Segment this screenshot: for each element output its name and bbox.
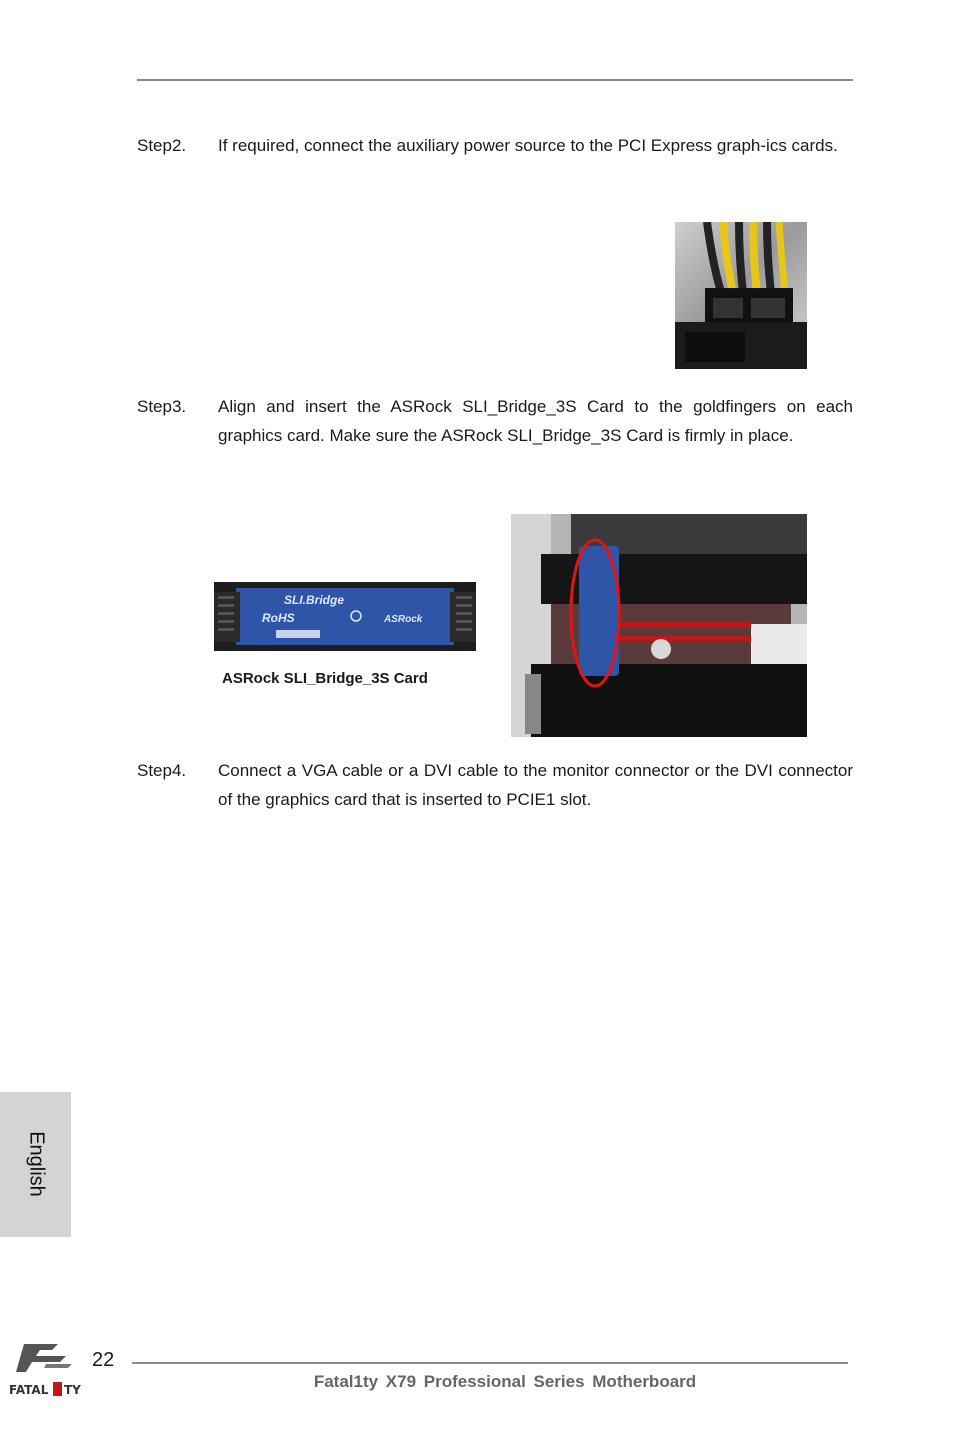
language-tab — [0, 1092, 71, 1237]
language-tab-label: English — [25, 1131, 48, 1197]
page-number: 22 — [92, 1349, 115, 1371]
step-2 — [137, 131, 853, 160]
step-number: Step3. — [137, 397, 187, 416]
rohs-label: RoHS — [262, 611, 295, 625]
footer-title: Fatal1ty X79 Professional Series Motherboard — [313, 1372, 697, 1391]
step-number: Step2. — [137, 136, 187, 155]
footer-rule — [132, 1362, 848, 1364]
step-text: Connect a VGA cable or a DVI cable to the monitor connector or the DVI connector of the graphics card that is inserted to PCIE1 slot. — [218, 761, 853, 809]
installed-bridge-photo — [511, 514, 807, 737]
step-text: If required, connect the auxiliary power source to the PCI Express graph-ics cards. — [218, 136, 838, 155]
step-text: Align and insert the ASRock SLI_Bridge_3S Card to the goldfingers on each graphics card. Make sure the ASRock SLI_Bridge_3S Card is firmly in place. — [218, 397, 853, 445]
power-connector-photo — [675, 222, 807, 369]
step-3 — [137, 392, 853, 450]
svg-text:FATAL: FATAL — [9, 1383, 49, 1397]
header-rule — [137, 79, 853, 81]
step-4 — [137, 756, 853, 814]
step-number: Step4. — [137, 761, 187, 780]
bridge-label: SLI.Bridge — [284, 593, 345, 607]
brand-label: ASRock — [384, 614, 423, 625]
bridge-card-caption: ASRock SLI_Bridge_3S Card — [222, 670, 428, 687]
sli-bridge-card-photo — [214, 582, 476, 651]
svg-text:TY: TY — [64, 1383, 81, 1397]
